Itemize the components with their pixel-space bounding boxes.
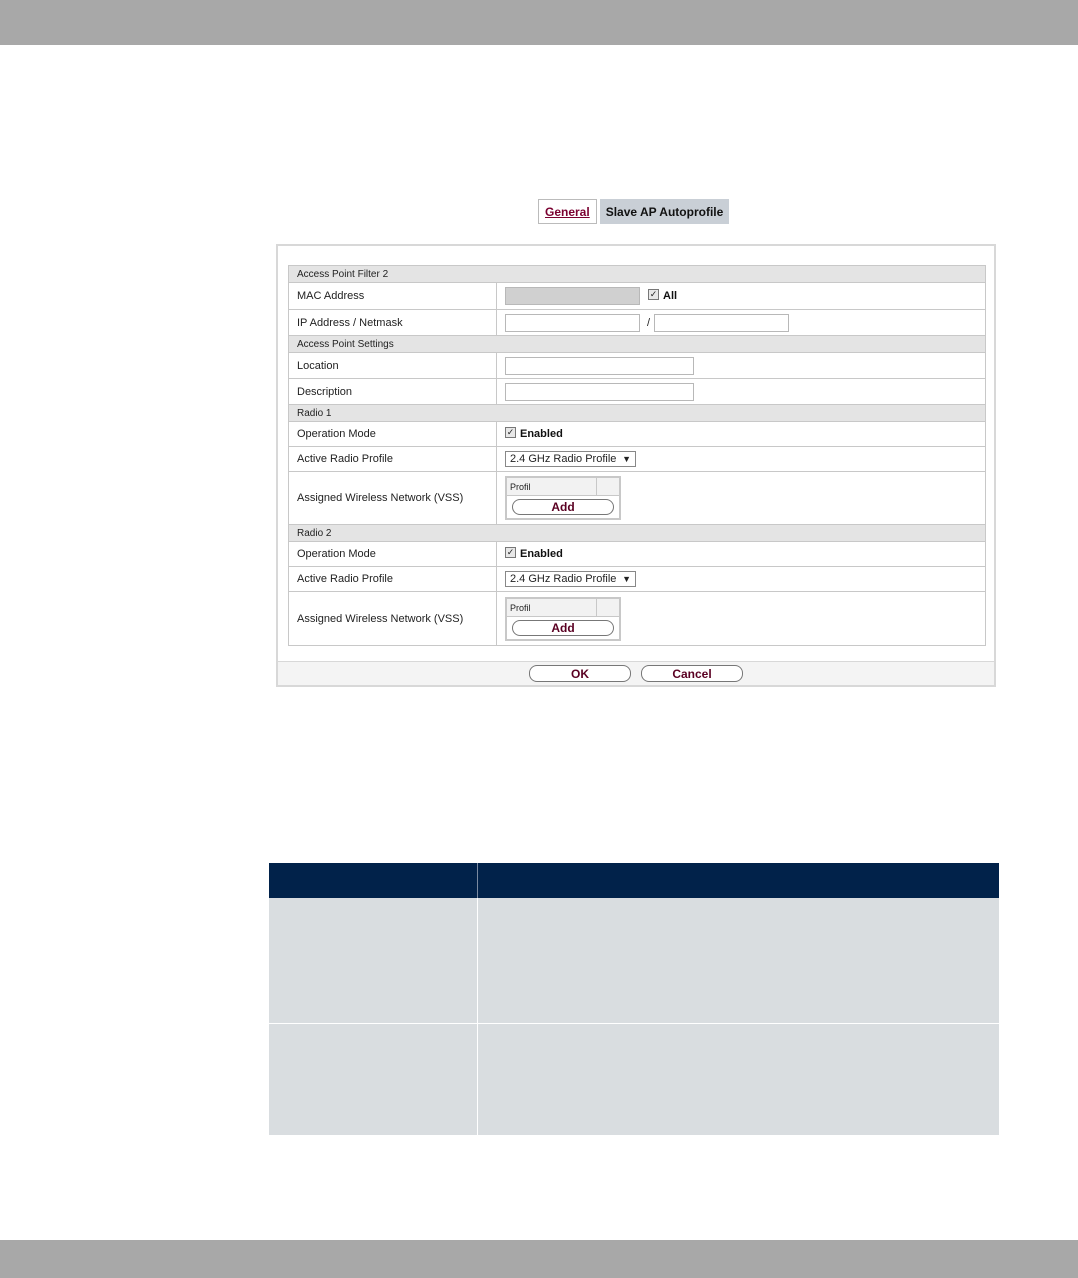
- radio2-add-button[interactable]: Add: [512, 620, 614, 636]
- tab-bar: [538, 199, 729, 224]
- page-footer-bar: [0, 1240, 1078, 1278]
- description-row: [289, 379, 985, 405]
- ip-address-input[interactable]: [505, 314, 640, 332]
- description-table-header: [269, 863, 999, 898]
- radio1-vss-table: [505, 476, 621, 520]
- radio1-enabled-checkbox[interactable]: ✓: [506, 426, 515, 437]
- all-checkbox[interactable]: ✓: [649, 288, 658, 299]
- dropdown-arrow-icon: ▼: [622, 454, 631, 464]
- table-row: [269, 1024, 999, 1135]
- radio2-active-profile-label: Active Radio Profile: [289, 567, 497, 591]
- page-header-bar: [0, 0, 1078, 45]
- cancel-button[interactable]: Cancel: [641, 665, 743, 682]
- radio2-vss-table: [505, 597, 621, 641]
- radio2-vss-column-profil: Profil: [507, 599, 597, 616]
- dropdown-arrow-icon: ▼: [622, 574, 631, 584]
- radio2-vss-row: [289, 592, 985, 645]
- radio2-active-profile-row: [289, 567, 985, 592]
- radio2-operation-mode-row: [289, 542, 985, 567]
- location-row: [289, 353, 985, 379]
- form-panel: [276, 244, 996, 687]
- description-input[interactable]: [505, 383, 694, 401]
- radio1-active-profile-label: Active Radio Profile: [289, 447, 497, 471]
- radio1-vss-row: [289, 472, 985, 525]
- radio1-active-profile-row: [289, 447, 985, 472]
- radio2-vss-label: Assigned Wireless Network (VSS): [289, 592, 497, 645]
- mac-address-input: [505, 287, 640, 305]
- location-input[interactable]: [505, 357, 694, 375]
- all-checkbox-label: All: [663, 290, 678, 302]
- radio2-profile-select[interactable]: [505, 571, 636, 587]
- radio2-profile-value: 2.4 GHz Radio Profile: [510, 573, 617, 585]
- mac-address-label: MAC Address: [289, 283, 497, 309]
- radio1-operation-mode-row: [289, 422, 985, 447]
- ip-netmask-label: IP Address / Netmask: [289, 310, 497, 335]
- radio2-enabled-label: Enabled: [520, 548, 563, 560]
- radio1-operation-mode-label: Operation Mode: [289, 422, 497, 446]
- settings-form: [288, 265, 986, 646]
- ok-button[interactable]: OK: [529, 665, 631, 682]
- form-button-bar: [278, 661, 994, 685]
- description-label: Description: [289, 379, 497, 404]
- radio1-add-button[interactable]: Add: [512, 499, 614, 515]
- radio1-vss-column-profil: Profil: [507, 478, 597, 495]
- section-access-point-settings: Access Point Settings: [289, 336, 985, 353]
- tab-slave-ap-autoprofile[interactable]: Slave AP Autoprofile: [600, 199, 730, 224]
- ip-netmask-row: [289, 310, 985, 336]
- radio1-profile-value: 2.4 GHz Radio Profile: [510, 453, 617, 465]
- netmask-input[interactable]: [654, 314, 789, 332]
- table-row: [269, 898, 999, 1024]
- radio2-operation-mode-label: Operation Mode: [289, 542, 497, 566]
- tab-general[interactable]: General: [538, 199, 597, 224]
- radio1-enabled-label: Enabled: [520, 428, 563, 440]
- radio2-enabled-checkbox[interactable]: ✓: [506, 546, 515, 557]
- section-radio-1: Radio 1: [289, 405, 985, 422]
- mac-address-row: [289, 283, 985, 310]
- ip-separator: /: [647, 316, 651, 329]
- section-radio-2: Radio 2: [289, 525, 985, 542]
- description-table: [269, 863, 999, 1135]
- location-label: Location: [289, 353, 497, 378]
- radio1-profile-select[interactable]: [505, 451, 636, 467]
- section-access-point-filter: Access Point Filter 2: [289, 266, 985, 283]
- radio1-vss-label: Assigned Wireless Network (VSS): [289, 472, 497, 524]
